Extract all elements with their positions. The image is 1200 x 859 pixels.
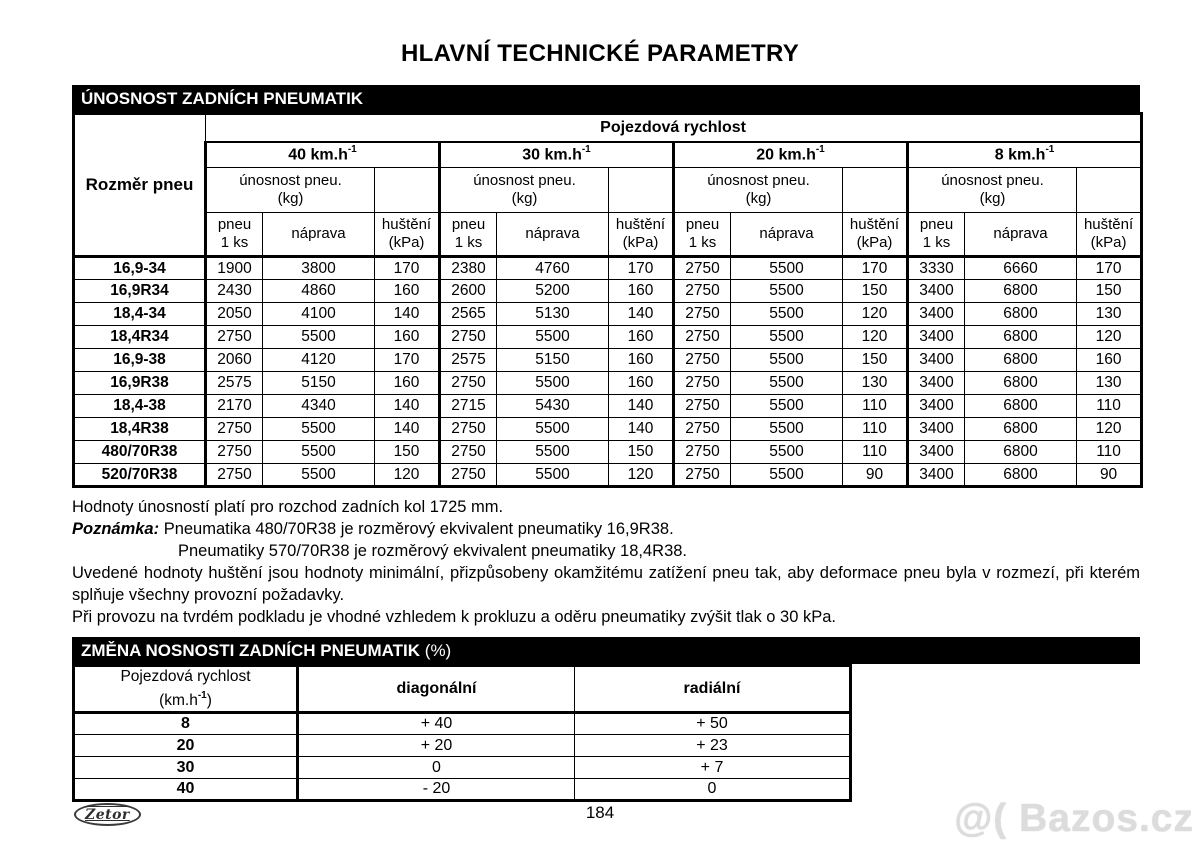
capacity-value: 5500 [731, 395, 843, 418]
tire-size: 18,4R38 [74, 418, 206, 441]
capacity-value: 6800 [965, 395, 1077, 418]
capacity-value: 5500 [497, 418, 609, 441]
capacity-value: 140 [609, 418, 674, 441]
capacity-kg-header: únosnost pneu. (kg) [908, 168, 1077, 213]
capacity-value: 2380 [440, 257, 497, 280]
capacity-value: 4100 [263, 303, 375, 326]
capacity-row [74, 280, 1142, 303]
capacity-row [74, 395, 1142, 418]
zetor-logo: Zetor [74, 803, 141, 826]
change-radial-value: 0 [575, 779, 851, 801]
capacity-value: 2750 [674, 395, 731, 418]
capacity-value: 140 [609, 395, 674, 418]
capacity-value: 120 [843, 303, 908, 326]
col-header-axle: náprava [731, 213, 843, 257]
capacity-kg-header: únosnost pneu. (kg) [440, 168, 609, 213]
capacity-value: 6800 [965, 349, 1077, 372]
capacity-value: 90 [1077, 464, 1142, 487]
capacity-value: 160 [609, 280, 674, 303]
capacity-value: 130 [1077, 303, 1142, 326]
capacity-value: 2575 [206, 372, 263, 395]
tire-size: 18,4R34 [74, 326, 206, 349]
capacity-value: 2750 [674, 326, 731, 349]
capacity-row [74, 303, 1142, 326]
capacity-row [74, 418, 1142, 441]
note-inflation-paragraph: Uvedené hodnoty huštění jsou hodnoty minimální, přizpůsobeny okamžitému zatížení pneu tak, aby deformace pneu byla v rozmezí, při kterém splňuje všechny provozní požadavky. [72, 564, 1140, 604]
capacity-value: 120 [1077, 418, 1142, 441]
capacity-value: 140 [375, 303, 440, 326]
capacity-value: 5500 [731, 280, 843, 303]
capacity-value: 5500 [731, 349, 843, 372]
notes-section [72, 496, 1140, 628]
capacity-value: 5430 [497, 395, 609, 418]
capacity-value: 2750 [440, 372, 497, 395]
speed-header-40: 40 $km.h^{-1}$ [206, 142, 440, 168]
capacity-table-title: ÚNOSNOST ZADNÍCH PNEUMATIK [81, 89, 364, 108]
tire-size: 18,4-34 [74, 303, 206, 326]
capacity-value: 120 [609, 464, 674, 487]
capacity-value: 5500 [263, 464, 375, 487]
capacity-value: 5130 [497, 303, 609, 326]
capacity-value: 6800 [965, 372, 1077, 395]
capacity-value: 2715 [440, 395, 497, 418]
capacity-value: 5500 [731, 326, 843, 349]
capacity-value: 6800 [965, 280, 1077, 303]
capacity-value: 140 [375, 395, 440, 418]
capacity-value: 150 [843, 280, 908, 303]
capacity-value: 170 [375, 349, 440, 372]
page-number: 184 [585, 803, 615, 822]
change-speed: 30 [74, 757, 298, 779]
capacity-value: 120 [1077, 326, 1142, 349]
capacity-value: 2750 [674, 441, 731, 464]
capacity-value: 5500 [497, 441, 609, 464]
capacity-top-header: Pojezdová rychlost [206, 114, 1142, 142]
tire-size: 16,9R38 [74, 372, 206, 395]
capacity-empty-header [843, 168, 908, 213]
capacity-value: 150 [1077, 280, 1142, 303]
page-title: HLAVNÍ TECHNICKÉ PARAMETRY [400, 40, 800, 67]
change-radial-value: + 23 [575, 735, 851, 757]
col-header-tire: pneu 1 ks [674, 213, 731, 257]
change-table-title-suffix: (%) [424, 641, 452, 660]
col-header-tire: pneu 1 ks [440, 213, 497, 257]
document-content [72, 85, 1140, 802]
capacity-value: 3400 [908, 464, 965, 487]
capacity-value: 5150 [497, 349, 609, 372]
tire-size: 16,9-34 [74, 257, 206, 280]
capacity-value: 2170 [206, 395, 263, 418]
capacity-value: 150 [375, 441, 440, 464]
col-header-pressure: huštění (kPa) [843, 213, 908, 257]
col-header-tire: pneu 1 ks [206, 213, 263, 257]
col-header-pressure: huštění (kPa) [375, 213, 440, 257]
bazos-watermark: @( Bazos.cz [954, 797, 1194, 840]
capacity-value: 1900 [206, 257, 263, 280]
capacity-value: 130 [843, 372, 908, 395]
change-diagonal-value: 0 [298, 757, 575, 779]
capacity-value: 120 [843, 326, 908, 349]
tire-size: 16,9R34 [74, 280, 206, 303]
capacity-value: 6800 [965, 464, 1077, 487]
capacity-value: 3400 [908, 372, 965, 395]
capacity-value: 5500 [731, 303, 843, 326]
capacity-row [74, 441, 1142, 464]
change-row [74, 735, 851, 757]
change-radial-value: + 7 [575, 757, 851, 779]
capacity-value: 3400 [908, 303, 965, 326]
capacity-value: 6800 [965, 418, 1077, 441]
speed-header-20: 20 $km.h^{-1}$ [674, 142, 908, 168]
capacity-value: 110 [843, 395, 908, 418]
capacity-value: 5500 [497, 372, 609, 395]
change-diagonal-value: + 20 [298, 735, 575, 757]
capacity-value: 3400 [908, 395, 965, 418]
note-equivalent-1-text: Pneumatika 480/70R38 je rozměrový ekvivalent pneumatiky 16,9R38. [163, 520, 674, 538]
capacity-value: 160 [609, 326, 674, 349]
capacity-value: 2750 [440, 418, 497, 441]
capacity-value: 160 [375, 326, 440, 349]
capacity-value: 6800 [965, 326, 1077, 349]
capacity-value: 110 [1077, 395, 1142, 418]
capacity-value: 5500 [731, 441, 843, 464]
capacity-value: 6800 [965, 441, 1077, 464]
capacity-value: 170 [375, 257, 440, 280]
tire-size: 18,4-38 [74, 395, 206, 418]
capacity-value: 5500 [731, 464, 843, 487]
capacity-value: 120 [375, 464, 440, 487]
capacity-value: 4340 [263, 395, 375, 418]
col-header-axle: náprava [965, 213, 1077, 257]
capacity-value: 2750 [674, 418, 731, 441]
capacity-row [74, 372, 1142, 395]
capacity-value: 5500 [497, 326, 609, 349]
capacity-value: 170 [843, 257, 908, 280]
note-hard-surface: Při provozu na tvrdém podkladu je vhodné vzhledem k prokluzu a oděru pneumatiky zvýšit tlak o 30 kPa. [72, 608, 836, 626]
change-col-header-diagonal: diagonální [298, 666, 575, 713]
capacity-value: 5200 [497, 280, 609, 303]
capacity-table-title-band [72, 85, 1140, 112]
capacity-value: 3400 [908, 418, 965, 441]
capacity-value: 160 [609, 349, 674, 372]
capacity-value: 6660 [965, 257, 1077, 280]
capacity-row [74, 326, 1142, 349]
capacity-value: 2565 [440, 303, 497, 326]
change-table-title: ZMĚNA NOSNOSTI ZADNÍCH PNEUMATIK [81, 641, 421, 660]
capacity-row [74, 349, 1142, 372]
capacity-value: 5500 [263, 326, 375, 349]
capacity-value: 160 [375, 280, 440, 303]
change-table-section [72, 637, 1140, 802]
capacity-value: 110 [843, 418, 908, 441]
capacity-value: 5500 [263, 418, 375, 441]
capacity-value: 140 [609, 303, 674, 326]
capacity-kg-header: únosnost pneu. (kg) [674, 168, 843, 213]
capacity-value: 2750 [206, 326, 263, 349]
capacity-empty-header [1077, 168, 1142, 213]
capacity-value: 2430 [206, 280, 263, 303]
capacity-value: 2050 [206, 303, 263, 326]
capacity-value: 150 [609, 441, 674, 464]
capacity-value: 2060 [206, 349, 263, 372]
change-row [74, 713, 851, 735]
capacity-value: 130 [1077, 372, 1142, 395]
capacity-value: 5500 [263, 441, 375, 464]
change-diagonal-value: + 40 [298, 713, 575, 735]
capacity-value: 3400 [908, 326, 965, 349]
capacity-value: 4120 [263, 349, 375, 372]
capacity-value: 3400 [908, 280, 965, 303]
capacity-value: 2600 [440, 280, 497, 303]
col-header-axle: náprava [263, 213, 375, 257]
change-speed: 8 [74, 713, 298, 735]
capacity-value: 170 [1077, 257, 1142, 280]
change-speed: 40 [74, 779, 298, 801]
capacity-value: 5500 [731, 372, 843, 395]
capacity-empty-header [609, 168, 674, 213]
capacity-row [74, 464, 1142, 487]
capacity-value: 160 [375, 372, 440, 395]
note-equivalent-1 [72, 518, 1140, 540]
capacity-value: 5500 [497, 464, 609, 487]
change-col-header-radial: radiální [575, 666, 851, 713]
capacity-row [74, 257, 1142, 280]
capacity-value: 3400 [908, 349, 965, 372]
capacity-value: 2750 [206, 441, 263, 464]
capacity-value: 4860 [263, 280, 375, 303]
capacity-value: 5150 [263, 372, 375, 395]
capacity-value: 2750 [440, 464, 497, 487]
col-header-pressure: huštění (kPa) [1077, 213, 1142, 257]
capacity-value: 4760 [497, 257, 609, 280]
capacity-value: 2750 [674, 257, 731, 280]
tire-size: 520/70R38 [74, 464, 206, 487]
capacity-value: 170 [609, 257, 674, 280]
note-label: Poznámka: [72, 520, 160, 538]
change-table [72, 664, 852, 802]
tire-size: 480/70R38 [74, 441, 206, 464]
capacity-value: 110 [843, 441, 908, 464]
tire-size: 16,9-38 [74, 349, 206, 372]
change-col-header-speed: Pojezdová rychlost $(km.h^{-1})$ [74, 666, 298, 713]
speed-header-30: 30 $km.h^{-1}$ [440, 142, 674, 168]
capacity-value: 3800 [263, 257, 375, 280]
capacity-value: 6800 [965, 303, 1077, 326]
capacity-kg-header: únosnost pneu. (kg) [206, 168, 375, 213]
note-equivalent-2: Pneumatiky 570/70R38 je rozměrový ekvivalent pneumatiky 18,4R38. [178, 542, 688, 560]
capacity-value: 90 [843, 464, 908, 487]
col-header-axle: náprava [497, 213, 609, 257]
capacity-value: 2750 [674, 303, 731, 326]
change-radial-value: + 50 [575, 713, 851, 735]
change-diagonal-value: - 20 [298, 779, 575, 801]
capacity-value: 2750 [674, 372, 731, 395]
capacity-corner-header: Rozměr pneu [74, 114, 206, 257]
capacity-value: 160 [1077, 349, 1142, 372]
capacity-value: 2750 [674, 280, 731, 303]
change-speed: 20 [74, 735, 298, 757]
note-track-width: Hodnoty únosností platí pro rozchod zadních kol 1725 mm. [72, 498, 504, 516]
col-header-tire: pneu 1 ks [908, 213, 965, 257]
capacity-value: 2750 [206, 418, 263, 441]
col-header-pressure: huštění (kPa) [609, 213, 674, 257]
capacity-table [72, 112, 1143, 488]
capacity-value: 2750 [440, 441, 497, 464]
capacity-value: 2750 [440, 326, 497, 349]
change-row [74, 779, 851, 801]
capacity-value: 160 [609, 372, 674, 395]
capacity-empty-header [375, 168, 440, 213]
capacity-value: 110 [1077, 441, 1142, 464]
capacity-value: 2750 [674, 464, 731, 487]
capacity-value: 2750 [206, 464, 263, 487]
capacity-value: 3400 [908, 441, 965, 464]
capacity-value: 5500 [731, 418, 843, 441]
change-row [74, 757, 851, 779]
capacity-value: 150 [843, 349, 908, 372]
change-table-title-band [72, 637, 1140, 664]
capacity-value: 140 [375, 418, 440, 441]
capacity-value: 2575 [440, 349, 497, 372]
capacity-value: 3330 [908, 257, 965, 280]
capacity-value: 2750 [674, 349, 731, 372]
speed-header-8: 8 $km.h^{-1}$ [908, 142, 1142, 168]
capacity-value: 5500 [731, 257, 843, 280]
